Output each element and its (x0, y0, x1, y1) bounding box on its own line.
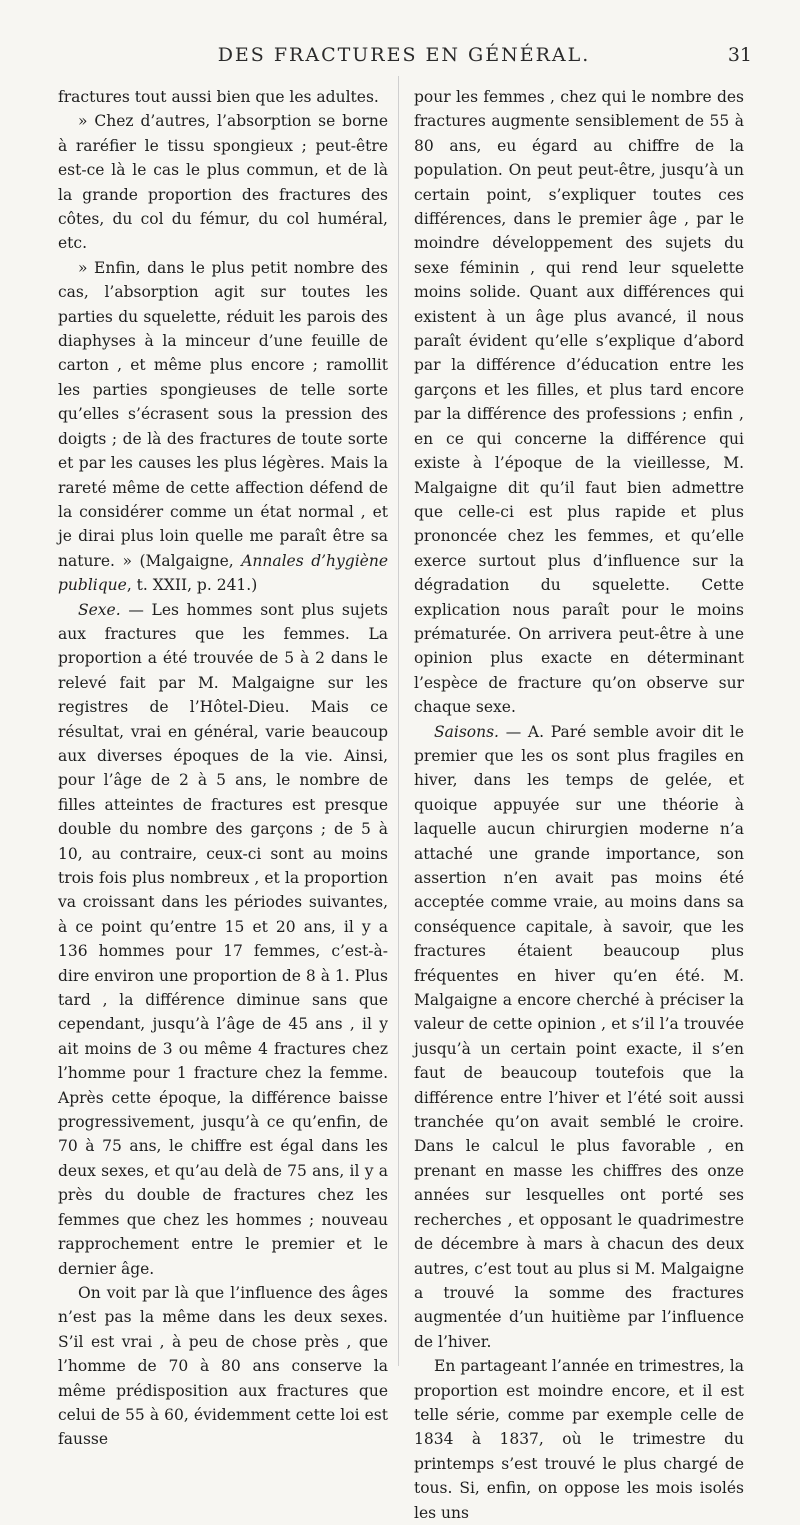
paragraph: » Chez d’autres, l’absorption se borne à raréfier le tissu spongieux ; peut-être est-ce là le cas le plus commun, et de là la grande proportion des fractures des côtes, du col du fémur, du col huméral, etc. (58, 112, 388, 253)
citation-title: Annales d’hygiène publique (58, 551, 388, 595)
paragraph: fractures tout aussi bien que les adultes. (58, 88, 379, 106)
paragraph (58, 256, 388, 598)
paragraph-text: — Les hommes sont plus sujets aux fractures que les femmes. La proportion a été trouvée de 5 à 2 dans le relevé fait par M. Malgaigne sur les registres de l’Hôtel-Dieu. Mais ce résultat, vrai en général, varie beaucoup aux diverses époques de la vie. Ainsi, pour l’âge de 2 à 5 ans, le nombre de filles atteintes de fractures est presque double du nombre des garçons ; de 5 à 10, au contraire, ceux-ci sont au moins trois fois plus nombreux , et la proportion va croissant dans les périodes suivantes, à ce point qu’entre 15 et 20 ans, il y a 136 hommes pour 17 femmes, c’est-à-dire environ une proportion de 8 à 1. Plus tard , la différence diminue sans que cependant, jusqu’à l’âge de 45 ans , il y ait moins de 3 ou même 4 fractures chez l’homme pour 1 fracture chez la femme. Après cette époque, la différence baisse progressivement, jusqu’à ce qu’enfin, de 70 à 75 ans, le chiffre est égal dans les deux sexes, et qu’au delà de 75 ans, il y a près du double de fractures chez les femmes que chez les hommes ; nouveau rapprochement entre le premier et le dernier âge. (58, 600, 388, 1278)
right-column (414, 85, 744, 1525)
paragraph (414, 720, 744, 1355)
paragraph: On voit par là que l’influence des âges n’est pas la même dans les deux sexes. S’il est vrai , à peu de chose près , que l’homme de 70 à 80 ans conserve la même prédisposition aux fractures que celui de 55 à 60, évidemment cette loi est fausse (58, 1283, 388, 1449)
citation-ref: , t. XXII, p. 241.) (126, 576, 258, 595)
left-column (58, 85, 388, 1452)
paragraph-text: » Enfin, dans le plus petit nombre des cas, l’absorption agit sur toutes les parties du squelette, réduit les parois des diaphyses à la minceur d’une feuille de carton , et même plus encore ; ramollit les parties spongieuses de telle sorte qu’elles s’écrasent sous la pression des doigts ; de là des fractures de toute sorte et par les causes les plus légères. Mais la rareté même de cette affection défend de la considérer comme un état normal , et je dirai plus loin quelle me paraît être sa nature. » (Malgaigne, (58, 258, 388, 570)
section-label: Sexe. (78, 600, 121, 619)
section-label: Saisons. (434, 722, 499, 741)
column-divider (398, 76, 399, 1366)
paragraph-text: — A. Paré semble avoir dit le premier que les os sont plus fragiles en hiver, dans les temps de gelée, et quoique appuyée sur une théorie à laquelle aucun chirurgien moderne n’a attaché une grande importance, son assertion n’en avait pas moins été acceptée comme vraie, au moins dans sa conséquence capitale, à savoir, que les fractures étaient beaucoup plus fréquentes en hiver qu’en été. M. Malgaigne a encore cherché à préciser la valeur de cette opinion , et s’il l’a trouvée jusqu’à un certain point exacte, il s’en faut de beaucoup toutefois que la différence entre l’hiver et l’été soit aussi tranchée qu’on avait semblé le croire. Dans le calcul le plus favorable , en prenant en masse les chiffres des onze années sur lesquelles ont porté ses recherches , et opposant le quadrimestre de décembre à mars à chacun des deux autres, c’est tout au plus si M. Malgaigne a trouvé la somme des fractures augmentée d’un huitième par l’influence de l’hiver. (414, 722, 744, 1351)
running-title: DES FRACTURES EN GÉNÉRAL. (217, 44, 591, 66)
page-header (56, 44, 752, 74)
paragraph: pour les femmes , chez qui le nombre des fractures augmente sensiblement de 55 à 80 ans, eu égard au chiffre de la population. On peut peut-être, jusqu’à un certain point, s’expliquer toutes ces différences, dans le premier âge , par le moindre développement des sujets du sexe féminin , qui rend leur squelette moins solide. Quant aux différences qui existent à un âge plus avancé, il nous paraît évident qu’elle s’explique d’abord par la différence d’éducation entre les garçons et les filles, et plus tard encore par la différence des professions ; enfin , en ce qui concerne la différence qui existe à l’époque de la vieillesse, M. Malgaigne dit qu’il faut bien admettre que celle-ci est plus rapide et plus prononcée chez les femmes, et qu’elle exerce surtout plus d’influence sur la dégradation du squelette. Cette explication nous paraît pour le moins prématurée. On arrivera peut-être à une opinion plus exacte en déterminant l’espèce de fracture qu’on observe sur chaque sexe. (414, 88, 744, 717)
paragraph: En partageant l’année en trimestres, la proportion est moindre encore, et il est telle série, comme par exemple celle de 1834 à 1837, où le trimestre du printemps s’est trouvé le plus chargé de tous. Si, enfin, on oppose les mois isolés les uns (414, 1357, 744, 1522)
paragraph (58, 598, 388, 1281)
page-number: 31 (727, 44, 752, 66)
